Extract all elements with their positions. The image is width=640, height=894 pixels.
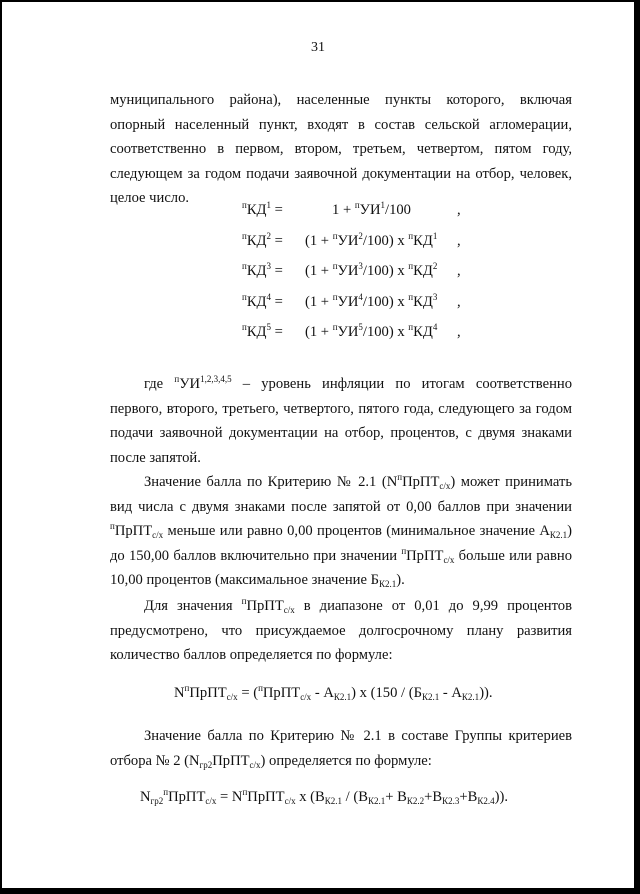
group-score-paragraph: Значение балла по Критерию № 2.1 в составе Группы критериев отбора № 2 $(N_{гр2}ПрПТ_{с/х})$ определяется по формуле: [110,728,572,770]
equation-rhs: $(1 + ^пУИ^4/100)$ x $^пКД^3$ [305,291,438,310]
document-page [2,2,634,888]
equation-row [242,202,462,224]
equation-lhs: $^пКД^3$ = [242,261,283,279]
score-formula: $N^пПрПТ_{с/х}$ = ($^п$ПрПТ$_{с/х}$ - $А_{К2.1}$) x $(150 / (Б_{К2.1} - А_{К2.1}))$. [174,683,493,702]
equation-comma: , [457,293,461,310]
equation-rhs: $(1 + ^пУИ^2/100)$ x $^пКД^1$ [305,230,438,249]
equation-lhs: $^пКД^5$ = [242,322,283,340]
equation-rhs: $(1 + ^пУИ^5/100)$ x $^пКД^4$ [305,322,438,340]
range-paragraph: Для значения $^п$ПрПТ$_{с/х}$ в диапазоне от 0,01 до 9,99 процентов предусмотрено, что присуждаемое долгосрочному плану развития количество баллов определяется по формуле: [110,596,572,663]
equation-comma: , [457,202,461,218]
equation-lhs: $^пКД^2$ = [242,230,283,249]
equation-row [242,291,462,316]
equation-lhs: $^пКД^4$ = [242,291,283,310]
equation-rhs: $1 + ^пУИ^1/100$ [332,200,411,218]
equation-comma: , [457,263,461,279]
page-number: 31 [311,40,325,55]
score-value-paragraph: Значение балла по Критерию № 2.1 $(N^пПрПТ_{с/х})$ может принимать вид числа с двумя знаками после запятой от 0,00 баллов при значении $^п$ПрПТ$_{с/х}$ меньше или равно 0,00 процентов (минимальное значение $А_{К2.1}$) до 150,00 баллов включительно при значении $^п$ПрПТ$_{с/х}$ больше или равно 10,00 процентов (максимальное значение $Б_{К2.1}$). [110,472,572,589]
equation-row [242,263,462,285]
intro-paragraph: муниципального района), населенные пункты которого, включая опорный населенный пункт, входят в состав сельской агломерации, соответственно в первом, втором, третьем, четвертом, пятом году, следующем за годом подачи заявочной документации на отбор, человек, целое число. [110,92,572,206]
equation-lhs: $^пКД^1$ = [242,200,283,218]
group-score-formula: $N_{гр2}^пПрПТ_{с/х}$ = $N^пПрПТ_{с/х}$ x $(В_{К2.1} / (В_{К2.1}+ В_{К2.2}+В_{К2.3}+В_{К2.4}))$. [140,787,508,806]
equation-row [242,230,462,255]
equation-comma: , [457,324,461,340]
where-paragraph: где $^п$УИ$^{1,2,3,4,5}$ – уровень инфляции по итогам соответственно первого, второго, третьего, четвертого, пятого года, следующего за годом подачи заявочной документации на отбор, процентов, с двумя знаками после запятой. [110,374,572,466]
equation-rhs: $(1 + ^пУИ^3/100)$ x $^пКД^2$ [305,261,438,279]
equation-comma: , [457,232,461,249]
equation-row [242,324,462,346]
